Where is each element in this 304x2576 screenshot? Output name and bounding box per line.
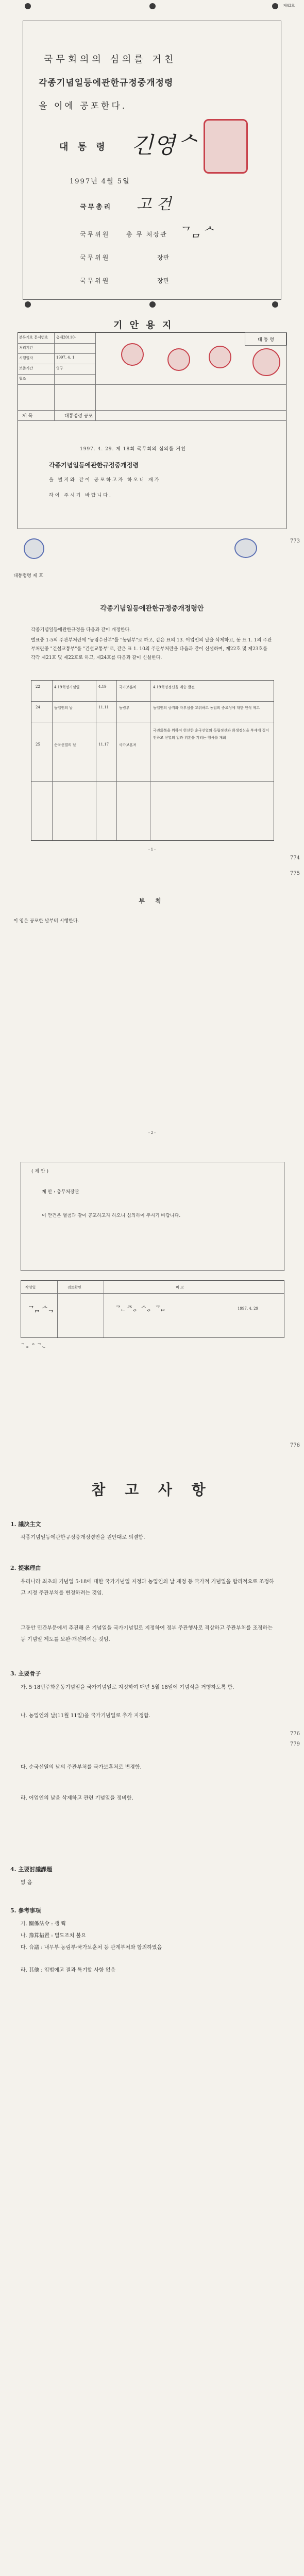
proposal-footnote: ᄀᆼ ᄋ ᄀᆫ (21, 1344, 46, 1349)
form-field-label: 처리기간 (19, 346, 33, 350)
minister-title: 장관 (157, 254, 170, 261)
subject-label: 제 목 (22, 414, 33, 419)
form-field-value: 1997. 4. 1 (56, 355, 75, 360)
draft-form-title: 기 안 용 지 (113, 320, 174, 331)
table-cell: 22 (36, 685, 40, 689)
draft-paragraph: 별표중 1-5의 주관부처란에 "농림수산부"를 "농림부"로 하고, 같은 표의 13. 어업인의 날을 삭제하고, 동 표 1. 1의 주관부처란중 "건설교통부"를 "건설교통부"로, 같은 표 1. 10의 주관부처란을 다음과 같이 신설하며, 제22호 및 제23호를 각각 제21호 및 제22호로 하고, 제24호를 다음과 같이 신설한다. (31, 638, 272, 660)
intro-line: 을 이에 공포한다. (39, 101, 127, 111)
section-body: 각종기념일등에관한규정중개정령안을 원안대로 의결함. (21, 1535, 145, 1540)
form-field-label: 협조 (19, 377, 26, 381)
minister-label: 국무위원 (80, 254, 110, 261)
decree-frame (23, 21, 281, 300)
prime-minister-signature: 고 건 (137, 195, 172, 213)
approval-seal (252, 348, 280, 376)
minister-label: 국무위원 (80, 231, 110, 238)
table-cell: 농업인의 긍지와 자부심을 고취하고 농업의 중요성에 대한 인식 제고 (153, 706, 260, 710)
anniversary-table (31, 680, 274, 841)
minister-label: 국무위원 (80, 277, 110, 284)
binder-hole (149, 3, 156, 9)
document-page-1 (0, 0, 304, 309)
section-title: 5. 參考事項 (10, 1907, 41, 1914)
minister-name: 총 무 처장관 (126, 231, 167, 238)
document-page-4 (0, 871, 304, 1144)
prime-minister-label: 국무총리 (80, 204, 112, 211)
form-field-label: 시행일자 (19, 356, 33, 360)
proposal-title: ( 제 안 ) (31, 1169, 48, 1174)
approval-seal (209, 346, 231, 368)
proposal-line: 이 안건은 별첨과 같이 공포하고자 하오니 심의하여 주시기 바랍니다. (42, 1213, 181, 1218)
draft-body-decree: 각종기념일등에관한규정중개정령 (49, 462, 139, 469)
proposal-table (21, 1280, 284, 1338)
page-corner-number: 제43호 (283, 4, 295, 8)
subject-value: 대통령령 공포 (64, 414, 93, 419)
form-field-value: 총재20110- (56, 335, 76, 340)
handwritten-entry: ᄀᆷᄉᆨ (26, 1306, 55, 1314)
section-item: 라. 어업인의 날을 삭제하고 관련 기념일을 정비함. (21, 1795, 133, 1801)
table-cell: 11.11 (98, 705, 109, 709)
page-number: 774 (290, 855, 300, 861)
decree-date: 1997년 4월 5일 (70, 178, 130, 185)
draft-form (18, 332, 286, 529)
supplementary-text: 이 영은 공포한 날부터 시행한다. (13, 919, 79, 924)
table-cell: 1997. 4. 29 (238, 1307, 259, 1311)
page-number: 775 (290, 871, 300, 876)
binder-hole (25, 3, 31, 9)
page-number: 776 (290, 1731, 300, 1737)
section-item: 가. 5·18민주화운동기념일을 국가기념일로 지정하여 매년 5월 18일에 기념식을 거행하도록 함. (21, 1685, 234, 1690)
page-number: 779 (290, 1741, 300, 1747)
table-cell: 4.19혁명정신을 계승·발전 (153, 685, 195, 689)
approval-seal (167, 348, 190, 371)
section-item: 라. 其他 : 입법예고 결과 특기할 사항 없음 (21, 1968, 116, 1973)
minister-signature: ᄀᆷᄉ (178, 225, 214, 240)
table-cell: 25 (36, 742, 40, 747)
reference-heading: 참 고 사 항 (91, 1481, 213, 1498)
table-cell: 농림부 (119, 706, 130, 710)
president-label: 대 통 령 (258, 337, 274, 343)
table-cell: 국가보훈처 (119, 743, 137, 747)
president-signature: 긴영ᄉ (131, 132, 197, 159)
binder-hole (149, 301, 156, 308)
form-field-value: 영구 (56, 366, 63, 370)
page-dash: - 2 - (148, 1131, 156, 1135)
section-body: 우리나라 최초의 기념일 5·18에 대한 국가기념일 지정과 농업인의 날 제정 등 국가적 기념일을 합리적으로 조정하고 지정 주관부처를 변경하려는 것임. (21, 1579, 274, 1596)
proposal-line: 제 안 : 총무처장관 (42, 1190, 79, 1195)
table-cell: 24 (36, 705, 40, 709)
draft-body: 하여 주시기 바랍니다. (49, 493, 112, 498)
table-cell: 순국선열의 날 (54, 743, 76, 747)
proposal-box (21, 1162, 284, 1271)
table-header: 검토확인 (67, 1285, 82, 1290)
decree-name: 각종기념일등에관한규정중개정령 (39, 78, 174, 88)
section-title: 1. 議決主文 (10, 1521, 41, 1528)
approval-seal (121, 343, 144, 366)
table-cell: 농업인의 날 (54, 706, 73, 710)
section-body: 그동안 민간부문에서 추진해 온 기념일을 국가기념일로 지정하여 정부 주관행사로 격상하고 주관부처를 조정하는 등 기념일 제도를 보완·개선하려는 것임. (21, 1625, 273, 1642)
supplementary-heading: 부 칙 (139, 897, 165, 905)
intro-line: 국무회의의 심의를 거친 (44, 54, 177, 65)
document-page-2 (0, 312, 304, 559)
draft-decree-title: 각종기념일등에관한규정중개정령안 (100, 605, 204, 613)
table-cell: 국권회복을 위하여 헌신한 순국선열의 독립정신과 희생정신을 후세에 길이 전하고 선열의 얼과 위훈을 기리는 행사를 개최 (153, 728, 269, 740)
section-body: 없 음 (21, 1880, 32, 1886)
binder-hole (272, 301, 278, 308)
page-dash: - 1 - (148, 848, 156, 852)
table-header: 비 고 (176, 1285, 184, 1290)
draft-intro: 각종기념일등에관한규정을 다음과 같이 개정한다. (31, 628, 131, 633)
form-field-label: 보존기간 (19, 366, 33, 370)
page-number: 773 (290, 538, 300, 544)
president-label: 대 통 령 (59, 142, 108, 152)
president-approval-box (245, 332, 287, 346)
table-header: 작성일 (25, 1285, 36, 1290)
section-item: 다. 순국선열의 날의 주관부처를 국가보훈처로 변경함. (21, 1765, 142, 1770)
table-cell: 11.17 (98, 742, 109, 747)
table-cell: 4·19혁명기념일 (54, 685, 80, 689)
table-cell: 4.19 (98, 685, 107, 689)
binder-hole (25, 301, 31, 308)
section-title: 4. 主要討議課題 (10, 1866, 53, 1873)
president-seal (204, 119, 248, 174)
section-item: 다. 合議 : 내무부·농림부·국가보훈처 등 관계부처와 합의하였음 (21, 1945, 162, 1951)
draft-body: 1997. 4. 29. 제 18회 국무회의 심의를 거친 (80, 447, 186, 452)
page-number: 776 (290, 1443, 300, 1448)
document-page-5 (0, 1146, 304, 1455)
section-title: 2. 提案理由 (10, 1565, 41, 1571)
document-page-3 (0, 567, 304, 866)
document-page-6 (0, 1463, 304, 2576)
binder-hole (272, 3, 278, 9)
decree-number-label: 대통령령 제 호 (13, 573, 43, 579)
handwritten-entry: ᄀᆫᄌᆼ ᄉᆼ ᄀᆸ (114, 1305, 166, 1312)
section-item: 가. 關係法令 : 생 략 (21, 1921, 66, 1927)
section-item: 나. 豫算措置 : 별도조치 불요 (21, 1933, 86, 1939)
section-item: 나. 농업인의 날(11월 11일)을 국가기념일로 추가 지정함. (21, 1713, 150, 1719)
table-cell: 국가보훈처 (119, 685, 137, 689)
minister-title: 장관 (157, 277, 170, 284)
draft-body: 을 별지와 같이 공포하고자 하오니 재가 (49, 478, 161, 483)
form-field-label: 분류기호 문서번호 (19, 335, 48, 340)
receipt-stamp (24, 538, 44, 559)
receipt-stamp (234, 538, 257, 558)
section-title: 3. 主要骨子 (10, 1670, 41, 1677)
